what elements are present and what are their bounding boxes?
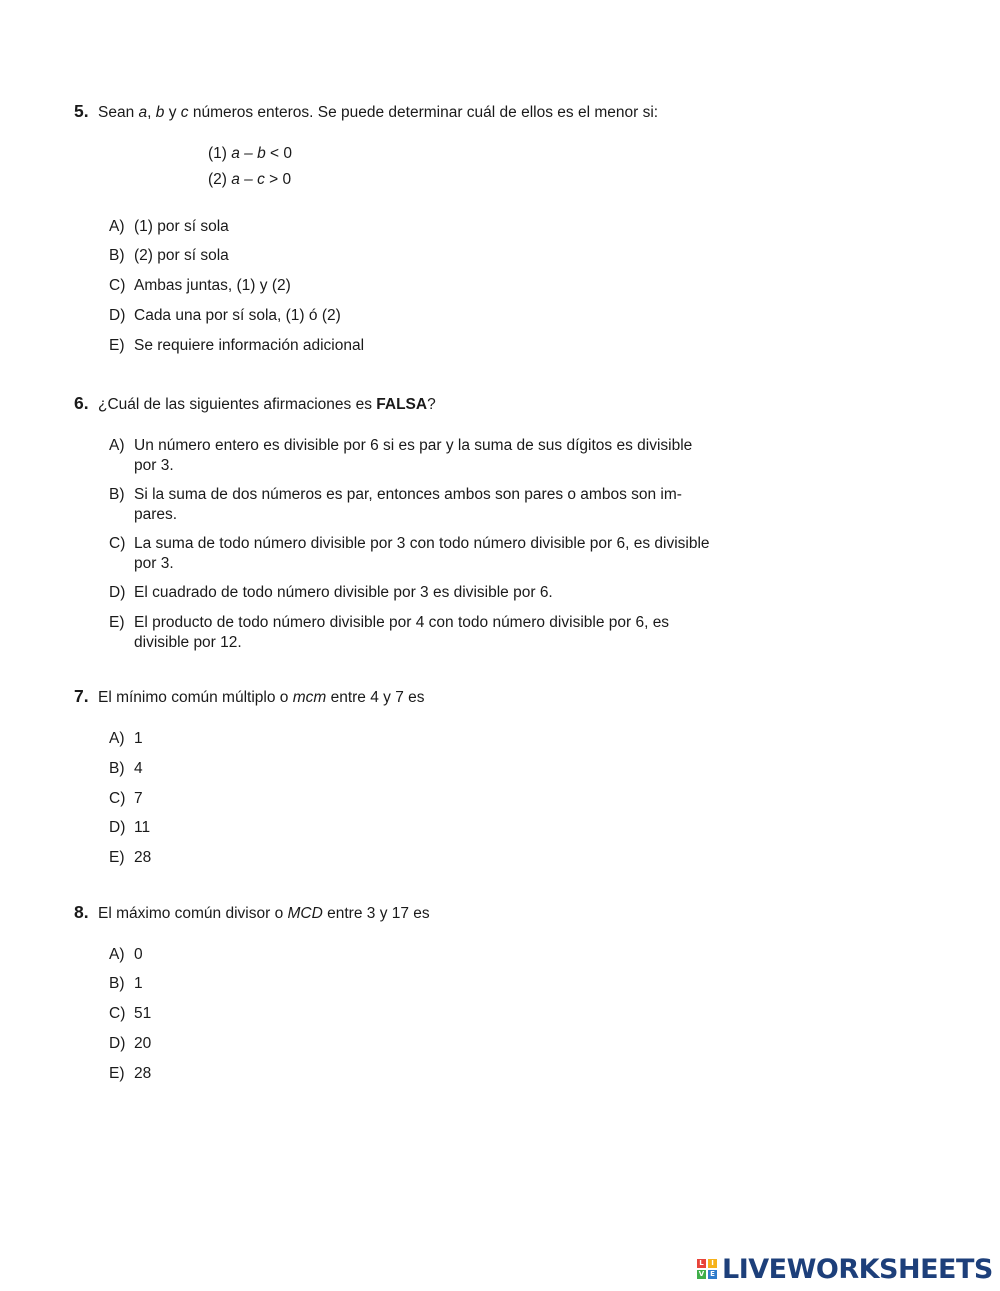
option-a[interactable]: A) 1 [109, 730, 143, 747]
option-b[interactable]: B) Si la suma de dos números es par, entonces ambos son pares o ambos son im- pares. [109, 486, 682, 523]
question-text: El mínimo común múltiplo o mcm entre 4 y 7 es [98, 689, 425, 706]
option-c[interactable]: C) 51 [109, 1005, 152, 1022]
option-d[interactable]: D) Cada una por sí sola, (1) ó (2) [109, 307, 341, 324]
condition-1: (1) a – b < 0 [208, 145, 293, 162]
liveworksheets-logo [697, 1254, 993, 1284]
question-7 [74, 686, 754, 708]
question-number: 8. [74, 902, 89, 922]
option-e[interactable]: E) Se requiere información adicional [109, 337, 365, 354]
logo-box-e: E [708, 1270, 717, 1279]
question-text: ¿Cuál de las siguientes afirmaciones es FALSA? [98, 396, 436, 413]
option-b[interactable]: B) (2) por sí sola [109, 247, 229, 264]
question-number: 5. [74, 101, 89, 121]
condition-2: (2) a – c > 0 [208, 171, 292, 188]
question-text: Sean a, b y c números enteros. Se puede determinar cuál de ellos es el menor si: [98, 104, 659, 121]
option-c[interactable]: C) La suma de todo número divisible por 3 con todo número divisible por 6, es divisible por 3. [109, 535, 710, 572]
option-e[interactable]: E) El producto de todo número divisible por 4 con todo número divisible por 6, es divisible por 12. [109, 614, 670, 651]
logo-text: LIVEWORKSHEETS [722, 1253, 993, 1285]
logo-box-l: L [697, 1259, 706, 1268]
option-e[interactable]: E) 28 [109, 849, 152, 866]
option-d[interactable]: D) 20 [109, 1035, 152, 1052]
question-6 [74, 393, 754, 415]
option-d[interactable]: D) 11 [109, 819, 151, 836]
logo-box-v: V [698, 1270, 705, 1278]
option-e[interactable]: E) 28 [109, 1065, 152, 1082]
question-text: El máximo común divisor o MCD entre 3 y 17 es [98, 905, 430, 922]
option-a[interactable]: A) Un número entero es divisible por 6 si es par y la suma de sus dígitos es divisible por 3. [109, 437, 693, 474]
option-a[interactable]: A) (1) por sí sola [109, 218, 229, 235]
option-b[interactable]: B) 1 [109, 975, 143, 992]
option-c[interactable]: C) 7 [109, 790, 143, 807]
question-5 [74, 101, 754, 123]
option-d[interactable]: D) El cuadrado de todo número divisible por 3 es divisible por 6. [109, 584, 553, 601]
question-number: 7. [74, 686, 89, 706]
question-number: 6. [74, 393, 89, 413]
logo-box-i: I [708, 1259, 717, 1268]
question-8 [74, 902, 754, 924]
option-a[interactable]: A) 0 [109, 946, 143, 963]
logo-mark-icon [697, 1259, 717, 1279]
option-b[interactable]: B) 4 [109, 760, 143, 777]
conditions [208, 141, 292, 193]
option-c[interactable]: C) Ambas juntas, (1) y (2) [109, 277, 291, 294]
